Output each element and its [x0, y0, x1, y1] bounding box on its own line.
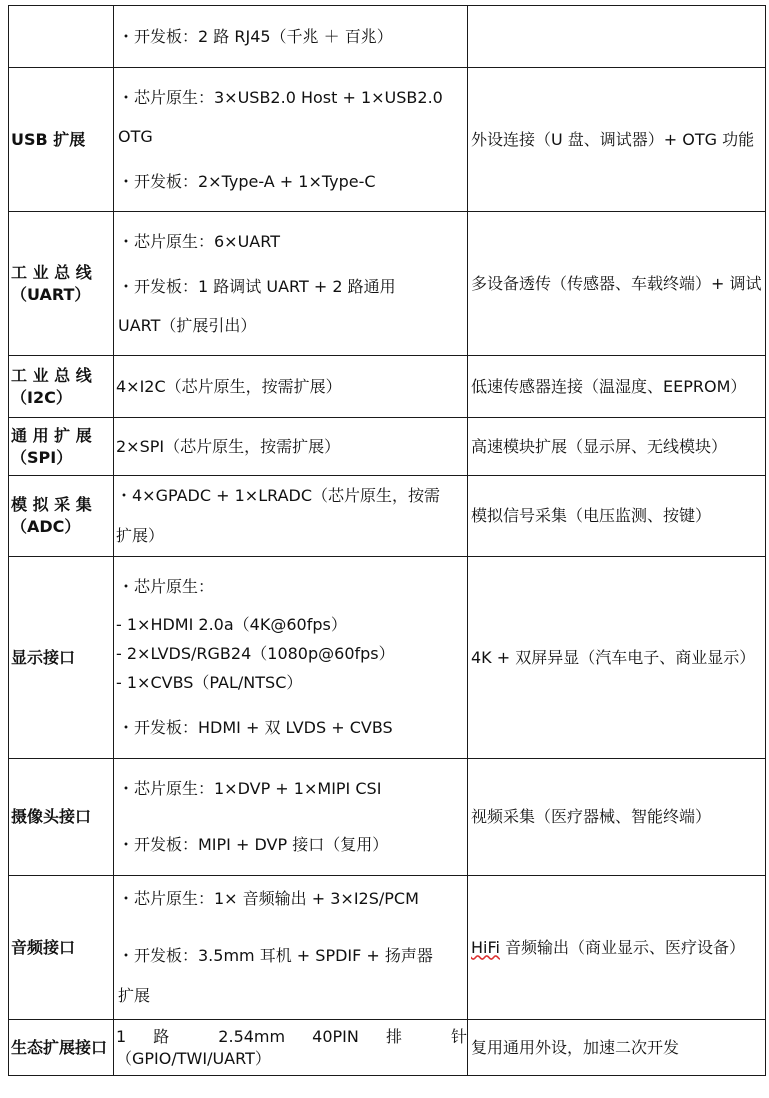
detail-line: - 2×LVDS/RGB24（1080p@60fps）	[116, 644, 395, 663]
interface-use-cell: 外设连接（U 盘、调试器）+ OTG 功能	[468, 68, 766, 212]
interface-detail-cell	[114, 876, 468, 1020]
interface-use-cell: 低速传感器连接（温湿度、EEPROM）	[468, 356, 766, 418]
detail-line: ・芯片原生：6×UART	[118, 231, 280, 251]
interface-detail-cell	[114, 212, 468, 356]
table-row	[9, 356, 766, 418]
interface-name-cell	[9, 6, 114, 68]
interface-name-cell: 模 拟 采 集（ADC）	[9, 476, 114, 557]
detail-line: ・开发板：HDMI + 双 LVDS + CVBS	[118, 718, 393, 737]
interface-use-cell	[468, 876, 766, 1020]
detail-line: - 1×HDMI 2.0a（4K@60fps）	[116, 615, 347, 634]
interface-name-cell: 生态扩展接口	[9, 1020, 114, 1076]
interface-detail-cell	[114, 6, 468, 68]
detail-line: （GPIO/TWI/UART）	[116, 1048, 271, 1068]
interface-use-cell: 视频采集（医疗器械、智能终端）	[468, 759, 766, 876]
table-row	[9, 418, 766, 476]
interface-use-cell	[468, 6, 766, 68]
interface-name-cell: 摄像头接口	[9, 759, 114, 876]
table-row	[9, 6, 766, 68]
interface-detail-cell	[114, 418, 468, 476]
detail-line: OTG	[118, 126, 153, 146]
interface-detail-cell	[114, 1020, 468, 1076]
table-row	[9, 1020, 766, 1076]
interface-detail-cell	[114, 557, 468, 759]
detail-line: ・芯片原生：1×DVP + 1×MIPI CSI	[118, 779, 382, 798]
detail-line: ・开发板：3.5mm 耳机 + SPDIF + 扬声器	[118, 946, 433, 965]
interface-detail-cell	[114, 68, 468, 212]
interface-use-cell: 复用通用外设，加速二次开发	[468, 1020, 766, 1076]
table-row	[9, 212, 766, 356]
interface-name-cell: 工 业 总 线（I2C）	[9, 356, 114, 418]
detail-line: 4×I2C（芯片原生，按需扩展）	[116, 376, 342, 396]
detail-line: ・开发板：2×Type-A + 1×Type-C	[118, 171, 376, 191]
interface-detail-cell	[114, 356, 468, 418]
interface-detail-cell	[114, 476, 468, 557]
detail-line: 扩展）	[116, 526, 165, 545]
table-row	[9, 557, 766, 759]
interface-use-cell: 多设备透传（传感器、车载终端）+ 调试	[468, 212, 766, 356]
table-row	[9, 759, 766, 876]
interface-use-cell: 4K + 双屏异显（汽车电子、商业显示）	[468, 557, 766, 759]
interface-detail-cell	[114, 759, 468, 876]
interface-name-cell: USB 扩展	[9, 68, 114, 212]
detail-line: - 1×CVBS（PAL/NTSC）	[116, 673, 303, 692]
detail-line: 扩展	[118, 986, 151, 1005]
detail-line: 2×SPI（芯片原生，按需扩展）	[116, 436, 341, 456]
detail-line: UART（扩展引出）	[118, 315, 257, 335]
interface-name-cell: 显示接口	[9, 557, 114, 759]
interface-name-cell: 通 用 扩 展（SPI）	[9, 418, 114, 476]
interface-name-cell: 工 业 总 线（UART）	[9, 212, 114, 356]
detail-line: ・4×GPADC + 1×LRADC（芯片原生，按需	[116, 486, 441, 505]
detail-line: ・开发板：1 路调试 UART + 2 路通用	[118, 276, 396, 296]
detail-line: 1 路 2.54mm 40PIN 排 针	[116, 1026, 467, 1046]
hifi-label: HiFi	[471, 937, 500, 957]
interface-use-cell: 高速模块扩展（显示屏、无线模块）	[468, 418, 766, 476]
detail-line: ・开发板：MIPI + DVP 接口（复用）	[118, 835, 389, 854]
table-row	[9, 68, 766, 212]
table-row	[9, 876, 766, 1020]
audio-use-text: 音频输出（商业显示、医疗设备）	[499, 937, 746, 957]
detail-line: ・芯片原生：3×USB2.0 Host + 1×USB2.0	[118, 87, 443, 107]
detail-line: ・芯片原生：1× 音频输出 + 3×I2S/PCM	[118, 889, 419, 908]
interface-name-cell: 音频接口	[9, 876, 114, 1020]
table-row	[9, 476, 766, 557]
detail-line: ・芯片原生：	[118, 577, 215, 596]
interface-use-cell: 模拟信号采集（电压监测、按键）	[468, 476, 766, 557]
detail-line: ・开发板：2 路 RJ45（千兆 ＋ 百兆）	[118, 26, 393, 46]
interface-table	[8, 5, 766, 1076]
